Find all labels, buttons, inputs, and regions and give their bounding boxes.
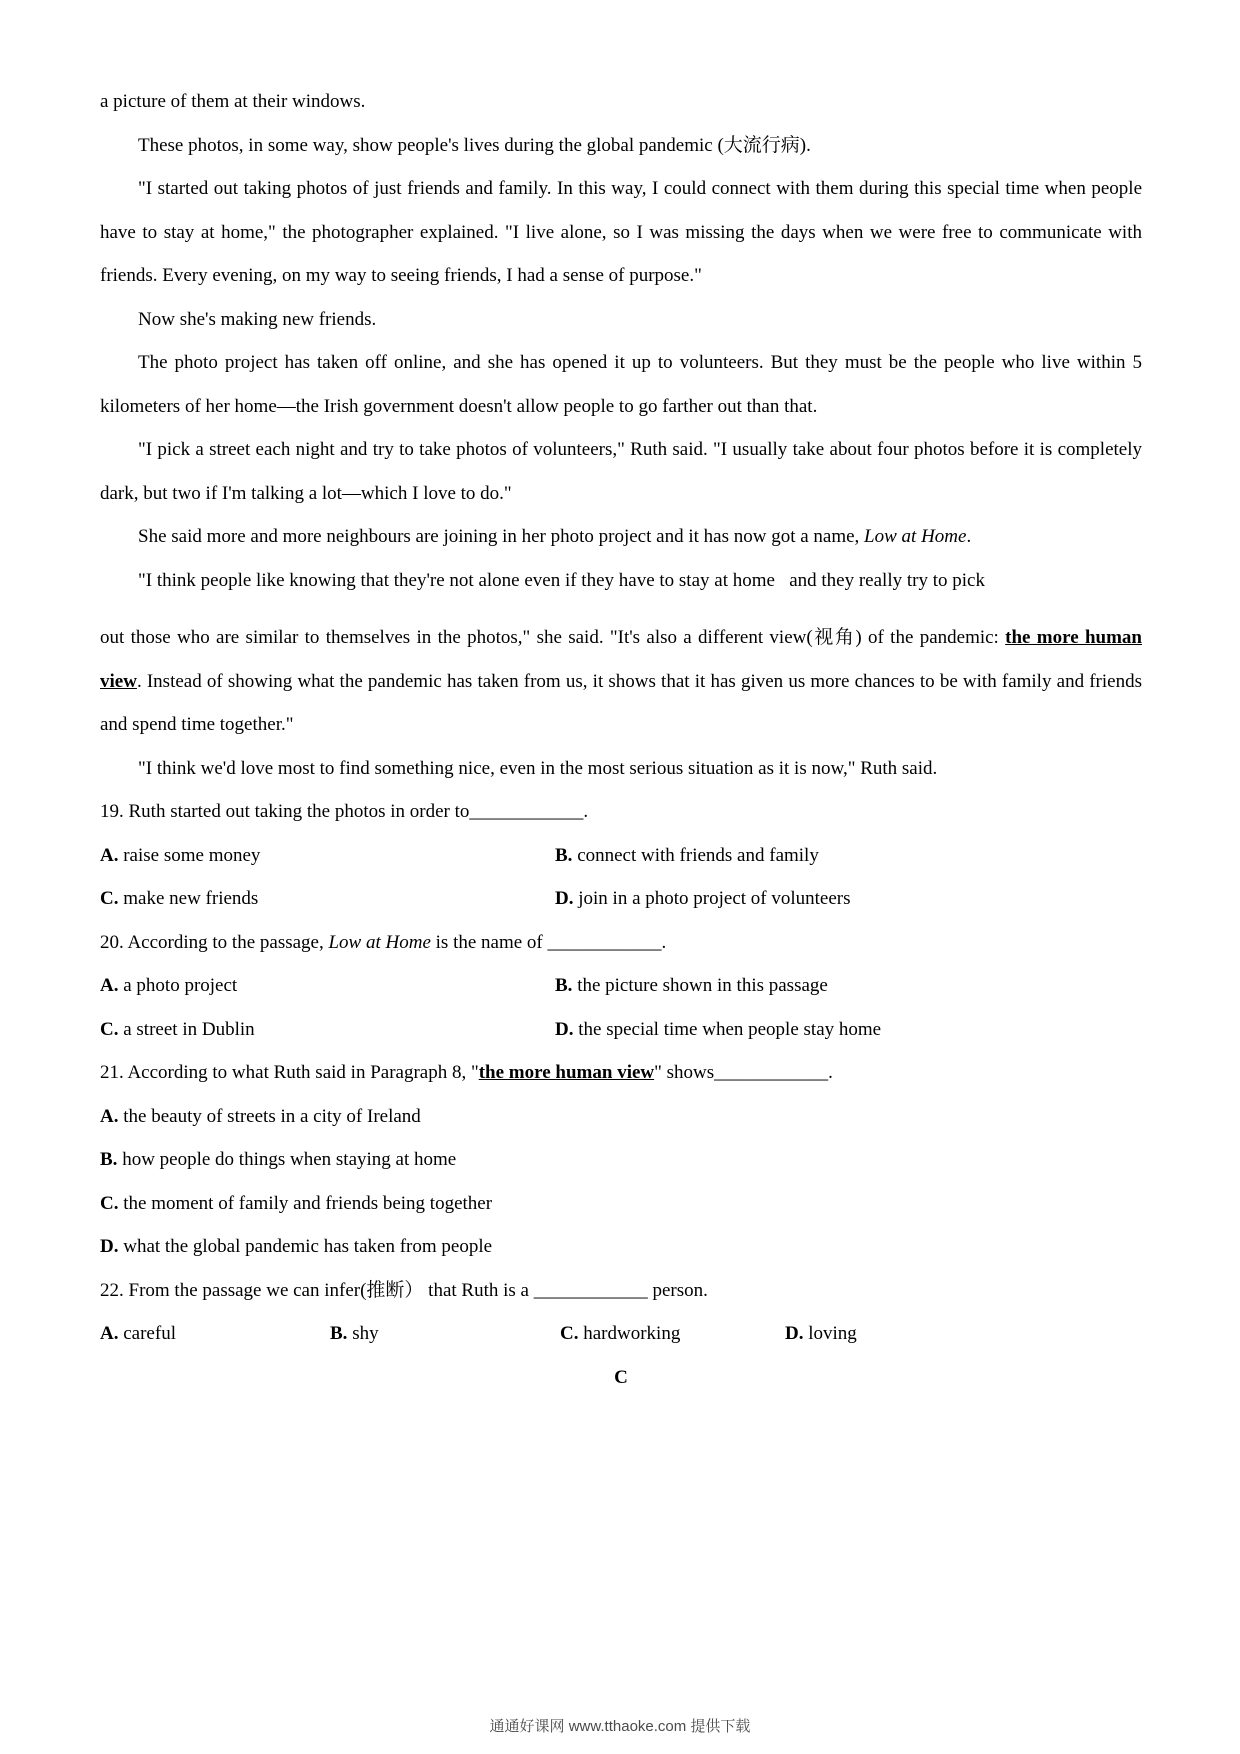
option-letter: A. [100, 1323, 119, 1344]
question-21-option-b [100, 1138, 1142, 1182]
question-19-options [100, 834, 1142, 921]
option-letter: B. [555, 844, 573, 866]
question-19 [100, 790, 1142, 921]
passage-paragraph-7 [100, 515, 1142, 559]
passage-paragraph-1: a picture of them at their windows. [100, 91, 366, 112]
option-text: the beauty of streets in a city of Ireland [118, 1105, 421, 1127]
question-21-option-d [100, 1225, 1142, 1269]
paragraph-text: out those who are similar to themselves in the photos," she said. "It's also a different view(视角) of the pandemic: [100, 627, 1006, 648]
question-22-option-c [560, 1312, 785, 1356]
project-name-italic: Low at Home [328, 931, 431, 953]
question-20 [100, 921, 1142, 1052]
question-21-option-a [100, 1095, 1142, 1139]
option-text: what the global pandemic has taken from people [118, 1236, 493, 1257]
option-text: how people do things when staying at home [117, 1149, 457, 1170]
question-19-option-a [100, 834, 555, 878]
option-text: careful [118, 1323, 176, 1344]
option-letter: B. [100, 1149, 118, 1170]
passage-paragraph-8b [100, 616, 1142, 747]
stem-text: is the name of ____________. [430, 931, 667, 953]
option-text: hardworking [578, 1323, 681, 1344]
question-21-option-c [100, 1182, 1142, 1226]
section-label-c: C [614, 1366, 628, 1388]
option-text: a street in Dublin [118, 1018, 255, 1040]
question-20-option-a [100, 964, 555, 1008]
option-text: join in a photo project of volunteers [573, 888, 851, 909]
question-19-option-b [555, 834, 1142, 878]
key-phrase-bold-underline: the more human view [100, 627, 1142, 692]
option-letter: C. [560, 1323, 579, 1344]
option-letter: A. [100, 844, 119, 866]
option-letter: B. [555, 975, 573, 996]
passage-paragraph-9: "I think we'd love most to find something nice, even in the most serious situation as it is now," Ruth said. [138, 757, 938, 779]
question-19-stem: 19. Ruth started out taking the photos in order to____________. [100, 801, 589, 822]
option-letter: C. [100, 888, 119, 909]
passage-paragraph-2: These photos, in some way, show people's lives during the global pandemic (大流行病). [138, 134, 811, 156]
option-letter: C. [100, 1018, 119, 1040]
paragraph-text: She said more and more neighbours are joining in her photo project and it has now got a name, [138, 526, 865, 547]
stem-text: 20. According to the passage, [100, 931, 329, 953]
question-19-option-d [555, 877, 1142, 921]
project-name-italic: Low at Home [864, 526, 967, 547]
paragraph-text: . Instead of showing what the pandemic has taken from us, it shows that it has given us more chances to be with family and friends and spend time together." [100, 670, 1142, 735]
option-text: shy [347, 1323, 379, 1344]
option-text: loving [803, 1323, 857, 1344]
question-22-option-d [785, 1312, 1142, 1356]
option-letter: A. [100, 1105, 119, 1127]
passage-paragraph-3: "I started out taking photos of just friends and family. In this way, I could connect with them during this special time when people have to stay at home," the photographer explained. "I live alone, so I was missing the days when we were free to communicate with friends. Every evening, on my way to seeing friends, I had a sense of purpose." [100, 178, 1142, 286]
question-20-stem [100, 921, 1142, 965]
passage-paragraph-4: Now she's making new friends. [138, 308, 377, 330]
option-text: the special time when people stay home [573, 1018, 882, 1040]
passage-paragraph-5: The photo project has taken off online, and she has opened it up to volunteers. But they must be the people who live within 5 kilometers of her home—the Irish government doesn't allow people to go farther out than that. [100, 352, 1142, 417]
question-20-options [100, 964, 1142, 1051]
option-letter: D. [555, 888, 574, 909]
question-20-option-d [555, 1008, 1142, 1052]
exam-content [100, 80, 1142, 1399]
question-21 [100, 1051, 1142, 1269]
question-22 [100, 1269, 1142, 1356]
paragraph-text: . [966, 526, 972, 547]
option-text: raise some money [118, 844, 261, 866]
passage-paragraph-6: "I pick a street each night and try to take photos of volunteers," Ruth said. "I usually take about four photos before it is completely dark, but two if I'm talking a lot—which I love to do." [100, 439, 1142, 504]
option-letter: D. [555, 1018, 574, 1040]
question-22-stem: 22. From the passage we can infer(推断） that Ruth is a ____________ person. [100, 1279, 708, 1301]
option-text: the picture shown in this passage [572, 975, 828, 996]
option-letter: D. [785, 1323, 804, 1344]
question-22-option-a [100, 1312, 330, 1356]
key-phrase-bold-underline: the more human view [478, 1062, 655, 1083]
option-letter: D. [100, 1236, 119, 1257]
question-21-stem [100, 1051, 1142, 1095]
question-22-option-b [330, 1312, 560, 1356]
question-22-options [100, 1312, 1142, 1356]
stem-text: " shows____________. [654, 1062, 833, 1083]
question-19-option-c [100, 877, 555, 921]
option-text: the moment of family and friends being together [118, 1192, 493, 1214]
page-footer: 通通好课网 www.tthaoke.com 提供下载 [489, 1718, 751, 1735]
question-20-option-b [555, 964, 1142, 1008]
question-20-option-c [100, 1008, 555, 1052]
option-letter: A. [100, 975, 119, 996]
stem-text: 21. According to what Ruth said in Paragraph 8, " [100, 1062, 479, 1083]
option-letter: B. [330, 1323, 348, 1344]
option-text: a photo project [118, 975, 238, 996]
option-text: make new friends [118, 888, 259, 909]
option-text: connect with friends and family [572, 844, 819, 866]
passage-paragraph-8a: "I think people like knowing that they're not alone even if they have to stay at home and they really try to pick [138, 569, 985, 591]
option-letter: C. [100, 1192, 119, 1214]
